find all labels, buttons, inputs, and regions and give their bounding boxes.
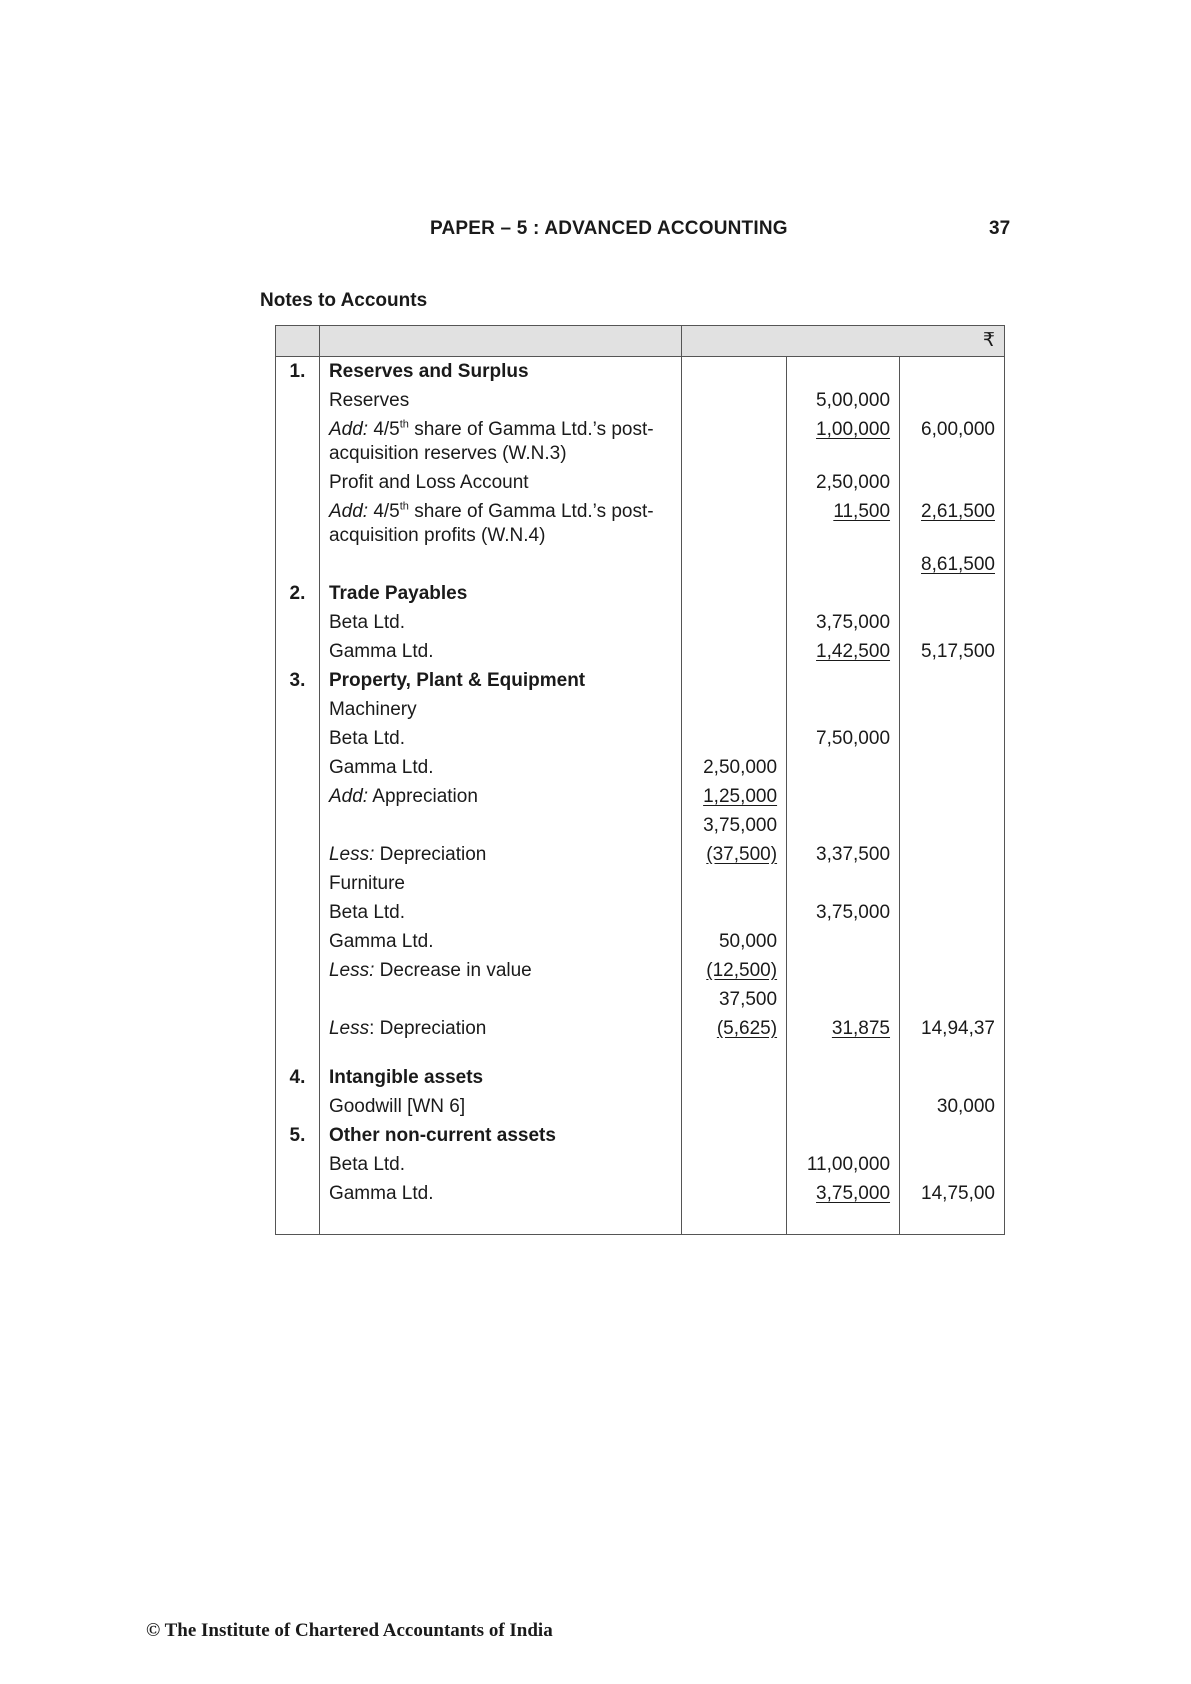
row-label: Add: 4/5th share of Gamma Ltd.’s post-acquisition profits (W.N.4) xyxy=(319,497,681,550)
table-row xyxy=(276,550,1005,579)
table-row xyxy=(276,695,1005,724)
amount: 1,25,000 xyxy=(703,786,778,807)
table-row xyxy=(276,1014,1005,1043)
table-row xyxy=(276,753,1005,782)
grand-total: 8,61,500 xyxy=(921,554,995,575)
amount: 11,500 xyxy=(833,501,891,522)
notes-table xyxy=(275,325,1005,1235)
row-label: Gamma Ltd. xyxy=(319,927,681,956)
table-row xyxy=(276,869,1005,898)
table-row xyxy=(276,840,1005,869)
row-label: Gamma Ltd. xyxy=(319,637,681,666)
table-row xyxy=(276,468,1005,497)
table-row xyxy=(276,1179,1005,1208)
table-row xyxy=(276,666,1005,695)
note-heading: Trade Payables xyxy=(319,579,681,608)
note-number: 1. xyxy=(276,357,320,387)
table-row xyxy=(276,898,1005,927)
table-row xyxy=(276,1092,1005,1121)
table-row xyxy=(276,579,1005,608)
table-row xyxy=(276,782,1005,811)
amount: 37,500 xyxy=(682,985,787,1014)
amount: 3,75,000 xyxy=(682,811,787,840)
amount-total: 6,00,000 xyxy=(900,415,1005,468)
row-label: Beta Ltd. xyxy=(319,608,681,637)
notes-heading: Notes to Accounts xyxy=(260,290,428,311)
row-label: Less: Depreciation xyxy=(319,1014,681,1043)
amount: 11,00,000 xyxy=(787,1150,900,1179)
table-row xyxy=(276,497,1005,550)
row-label: Less: Decrease in value xyxy=(319,956,681,985)
row-label: Less: Depreciation xyxy=(319,840,681,869)
row-label: Furniture xyxy=(319,869,681,898)
amount-total: 5,17,500 xyxy=(900,637,1005,666)
table-row xyxy=(276,357,1005,387)
table-row xyxy=(276,956,1005,985)
amount-total: 30,000 xyxy=(900,1092,1005,1121)
table-row xyxy=(276,1063,1005,1092)
table-row xyxy=(276,608,1005,637)
amount: 50,000 xyxy=(682,927,787,956)
paper-title: PAPER – 5 : ADVANCED ACCOUNTING xyxy=(430,218,788,239)
amount: 31,875 xyxy=(831,1018,891,1039)
page-header xyxy=(0,218,1191,244)
table-header-row xyxy=(276,326,1005,357)
table-row xyxy=(276,1150,1005,1179)
table-row xyxy=(276,811,1005,840)
note-number: 2. xyxy=(276,579,320,608)
row-label: Add: 4/5th share of Gamma Ltd.’s post-acquisition reserves (W.N.3) xyxy=(319,415,681,468)
note-number: 4. xyxy=(276,1063,320,1092)
row-label: Gamma Ltd. xyxy=(319,1179,681,1208)
amount-total: 2,61,500 xyxy=(921,501,995,522)
page-number: 37 xyxy=(989,218,1011,239)
note-heading: Other non-current assets xyxy=(319,1121,681,1150)
row-label: Beta Ltd. xyxy=(319,1150,681,1179)
amount: 7,50,000 xyxy=(787,724,900,753)
amount-total: 14,94,37 xyxy=(900,1014,1005,1043)
amount: 3,75,000 xyxy=(816,1183,891,1204)
amount: 2,50,000 xyxy=(787,468,900,497)
table-row xyxy=(276,724,1005,753)
amount-total: 14,75,00 xyxy=(900,1179,1005,1208)
note-heading: Reserves and Surplus xyxy=(319,357,681,387)
note-number: 3. xyxy=(276,666,320,695)
row-label: Profit and Loss Account xyxy=(319,468,681,497)
amount: 2,50,000 xyxy=(682,753,787,782)
row-label: Goodwill [WN 6] xyxy=(319,1092,681,1121)
row-label: Beta Ltd. xyxy=(319,898,681,927)
row-label: Machinery xyxy=(319,695,681,724)
amount: (37,500) xyxy=(706,844,778,865)
table-row xyxy=(276,386,1005,415)
note-heading: Property, Plant & Equipment xyxy=(319,666,681,695)
table-row xyxy=(276,985,1005,1014)
currency-symbol: ₹ xyxy=(682,326,1005,357)
row-label: Add: Appreciation xyxy=(319,782,681,811)
amount: 3,37,500 xyxy=(787,840,900,869)
amount: 3,75,000 xyxy=(787,608,900,637)
amount: (12,500) xyxy=(706,960,778,981)
row-label: Reserves xyxy=(319,386,681,415)
row-label: Beta Ltd. xyxy=(319,724,681,753)
amount: 1,42,500 xyxy=(816,641,891,662)
amount: 3,75,000 xyxy=(787,898,900,927)
table-row xyxy=(276,927,1005,956)
amount: 1,00,000 xyxy=(816,419,891,440)
copyright-footer: © The Institute of Chartered Accountants of India xyxy=(146,1620,553,1641)
row-label: Gamma Ltd. xyxy=(319,753,681,782)
note-number: 5. xyxy=(276,1121,320,1150)
amount: (5,625) xyxy=(716,1018,778,1039)
table-row xyxy=(276,637,1005,666)
table-row xyxy=(276,1121,1005,1150)
note-heading: Intangible assets xyxy=(319,1063,681,1092)
amount: 5,00,000 xyxy=(787,386,900,415)
table-row xyxy=(276,415,1005,468)
